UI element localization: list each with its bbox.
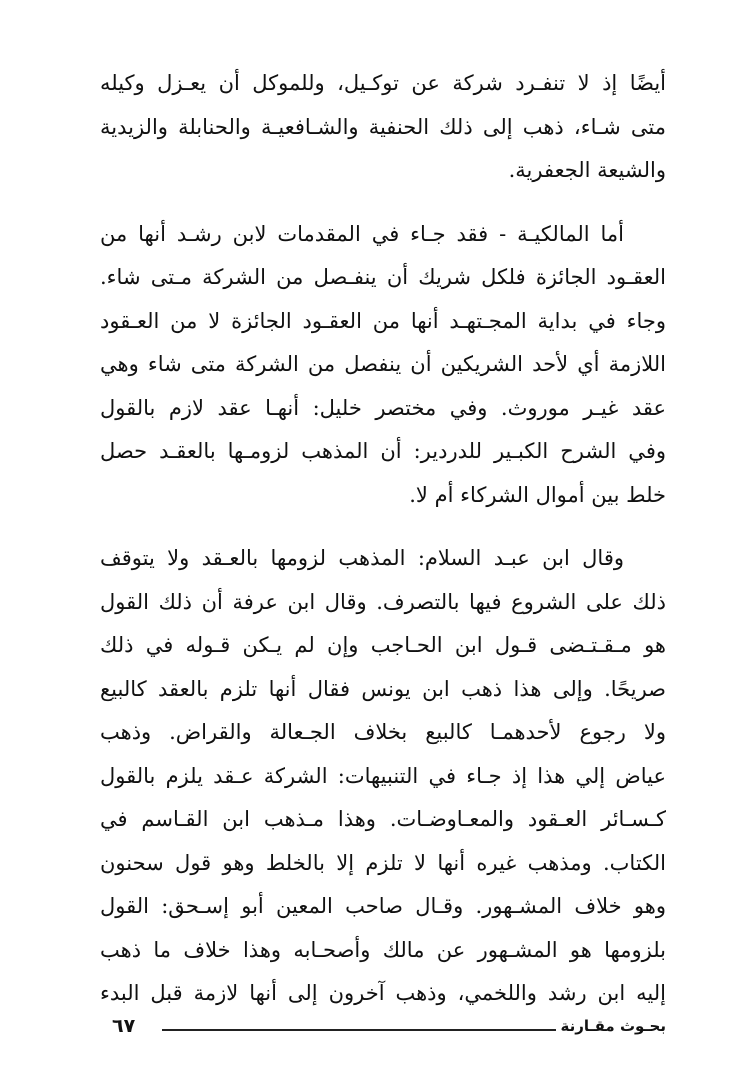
text-line: وجاء في بداية المجـتهـد أنها من العقـود الجائزة لا من العـقود <box>100 308 666 333</box>
text-line: والشيعة الجعفرية. <box>508 158 666 182</box>
paragraph-1 <box>100 62 666 193</box>
text-line: اللازمة أي لأحد الشريكين أن ينفصل من الشركة متى شاء وهي <box>100 352 666 376</box>
text-line: خلط بين أموال الشركاء أم لا. <box>409 482 666 507</box>
text-line: أما المالكيـة - فقد جـاء في المقدمات لابن رشـد أنها من <box>100 221 624 246</box>
paragraph-2 <box>100 213 666 518</box>
page-footer <box>100 1012 666 1042</box>
text-line: الكتاب. ومذهب غيره أنها لا تلزم إلا بالخلط وهو قول سحنون <box>100 850 666 875</box>
paragraph-spacer <box>100 193 666 213</box>
text-line: وهو خلاف المشـهور. وقـال صاحب المعين أبو إسـحق: القول <box>100 894 666 918</box>
text-line: هو مـقـتـضى قـول ابن الحـاجب وإن لم يـكن قـوله في ذلك <box>100 633 666 657</box>
text-line: ولا رجوع لأحدهمـا كالبيع بخلاف الجـعالة والقراض. وذهب <box>100 720 666 744</box>
page-number: ٦٧ <box>112 1015 136 1037</box>
paragraph-3 <box>100 537 666 1016</box>
footer-divider <box>162 1029 556 1031</box>
text-line: وفي الشرح الكبـير للدردير: أن المذهب لزومـها بالعقـد حصل <box>100 439 666 463</box>
text-line: بلزومها هو المشـهور عن مالك وأصحـابه وهذا خلاف ما ذهب <box>100 937 666 962</box>
text-line: ذلك على الشروع فيها بالتصرف. وقال ابن عرفة أن ذلك القول <box>100 589 666 614</box>
text-line: إليه ابن رشد واللخمي، وذهب آخرون إلى أنها لازمة قبل البدء <box>100 981 666 1005</box>
text-line: أيضًا إذ لا تنفـرد شركة عن توكـيل، وللموكل أن يعـزل وكيله <box>100 71 666 95</box>
paragraph-spacer <box>100 517 666 537</box>
text-line: العقـود الجائزة فلكل شريك أن ينفـصل من الشركة مـتى شاء. <box>100 265 666 289</box>
running-footer-title: بحـوث مقـارنة <box>560 1017 666 1035</box>
text-line: عياض إلي هذا إذ جـاء في التنبيهات: الشركة عـقد يلزم بالقول <box>100 763 666 788</box>
text-line: كـسـائر العـقود والمعـاوضـات. وهذا مـذهب ابن القـاسم في <box>100 807 666 831</box>
page-text-body <box>100 62 666 1016</box>
text-line: عقد غيـر موروث. وفي مختصر خليل: أنهـا عقد لازم بالقول <box>100 395 666 420</box>
text-line: صريحًا. وإلى هذا ذهب ابن يونس فقال أنها تلزم بالعقد كالبيع <box>100 676 666 701</box>
text-line: وقال ابن عبـد السلام: المذهب لزومها بالعـقد ولا يتوقف <box>100 546 624 570</box>
text-line: متى شـاء، ذهب إلى ذلك الحنفية والشـافعيـة والحنابلة والزيدية <box>100 114 666 139</box>
